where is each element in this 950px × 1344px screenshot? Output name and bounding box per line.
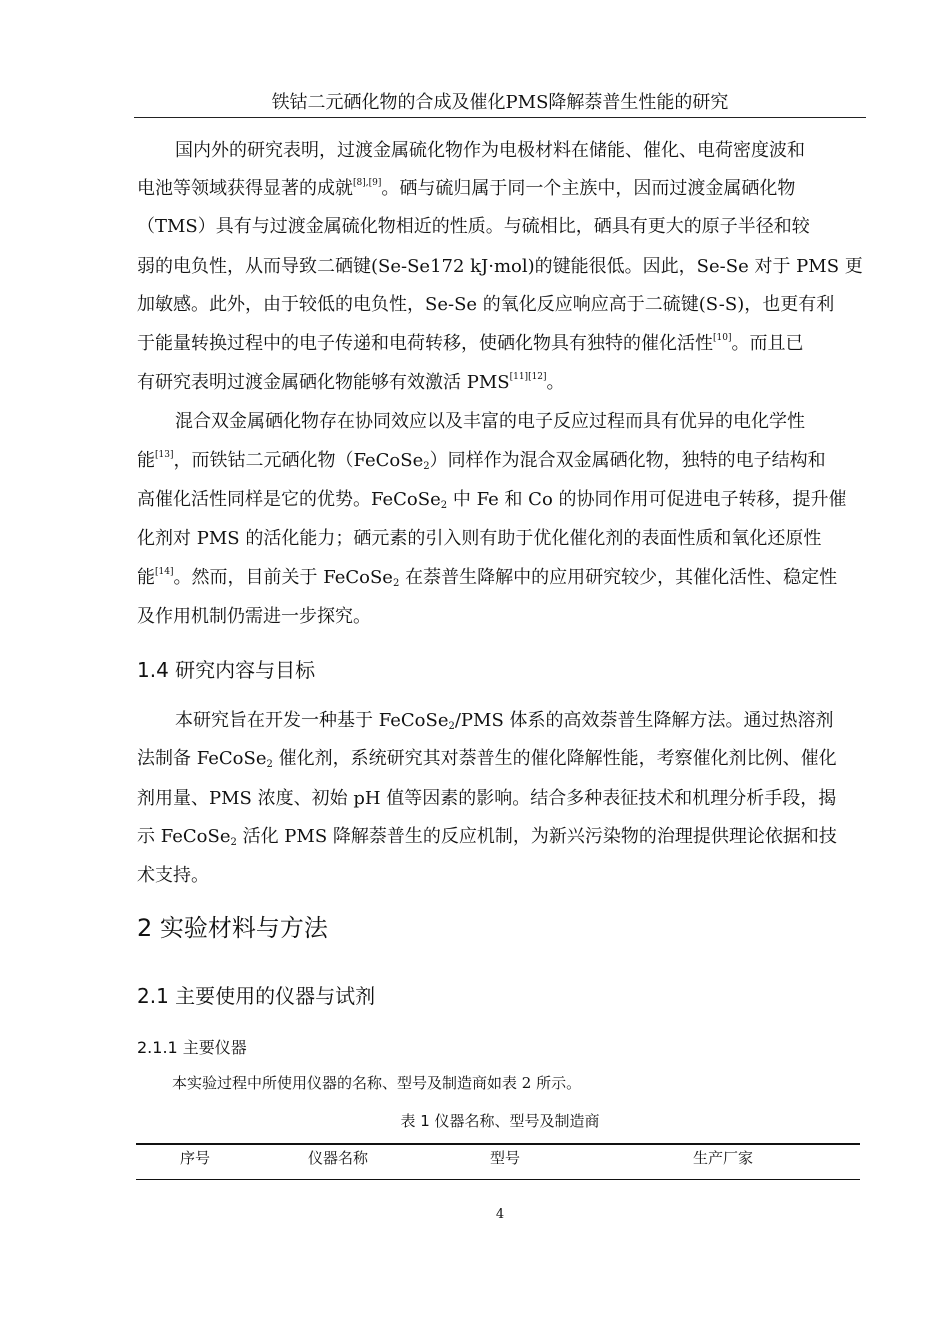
text-line: 术支持。 [137, 865, 209, 886]
text-line: 混合双金属硒化物存在协同效应以及丰富的电子反应过程而具有优异的电化学性 [175, 411, 805, 432]
citation: [10] [713, 333, 732, 343]
table-caption: 表 1 仪器名称、型号及制造商 [400, 1112, 600, 1130]
running-header: 铁钴二元硒化物的合成及催化PMS降解萘普生性能的研究 [271, 92, 729, 113]
text-line: 弱的电负性，从而导致二硒键(Se-Se172 kJ·mol)的键能很低。因此，Se-Se 对于 PMS 更 [137, 256, 863, 277]
section-heading-2-1: 2.1 主要使用的仪器与试剂 [137, 984, 376, 1008]
table-header-model: 型号 [490, 1149, 521, 1167]
intro-note: 本实验过程中所使用仪器的名称、型号及制造商如表 2 所示。 [172, 1074, 582, 1092]
header-rule [134, 117, 866, 118]
citation: [13] [155, 450, 174, 460]
text-line: 及作用机制仍需进一步探究。 [137, 606, 371, 627]
text-line: 电池等领域获得显著的成就[8],[9]。硒与硫归属于同一个主族中，因而过渡金属硒化物 [137, 178, 796, 199]
text-line: （TMS）具有与过渡金属硫化物相近的性质。与硫相比，硒具有更大的原子半径和较 [137, 216, 810, 237]
text-line: 有研究表明过渡金属硒化物能够有效激活 PMS[11][12]。 [137, 372, 565, 393]
text-line: 国内外的研究表明，过渡金属硫化物作为电极材料在储能、催化、电荷密度波和 [175, 140, 805, 161]
table-top-rule [136, 1143, 860, 1145]
page-number: 4 [495, 1207, 505, 1222]
citation: [11][12] [509, 372, 547, 382]
table-header-seq: 序号 [180, 1149, 211, 1167]
section-heading-1-4: 1.4 研究内容与目标 [137, 658, 316, 682]
text-line: 能[13]，而铁钴二元硒化物（FeCoSe$_2$）同样作为混合双金属硒化物，独特的电子结构和 [137, 450, 826, 472]
text-line: 于能量转换过程中的电子传递和电荷转移，使硒化物具有独特的催化活性[10]。而且已 [137, 333, 804, 354]
text-line: 化剂对 PMS 的活化能力；硒元素的引入则有助于优化催化剂的表面性质和氧化还原性 [137, 528, 822, 549]
text-line: 剂用量、PMS 浓度、初始 pH 值等因素的影响。结合多种表征技术和机理分析手段，揭 [137, 788, 837, 809]
text-line: 示 FeCoSe$_2$ 活化 PMS 降解萘普生的反应机制，为新兴污染物的治理提供理论依据和技 [137, 826, 837, 848]
citation: [14] [155, 567, 174, 577]
table-header-manufacturer: 生产厂家 [693, 1149, 754, 1167]
table-header-rule [136, 1179, 860, 1180]
text-line: 高催化活性同样是它的优势。FeCoSe$_2$ 中 Fe 和 Co 的协同作用可促进电子转移，提升催 [137, 489, 847, 511]
citation: [8],[9] [353, 178, 382, 188]
section-heading-2-1-1: 2.1.1 主要仪器 [137, 1038, 247, 1057]
text-line: 加敏感。此外，由于较低的电负性，Se-Se 的氧化反应响应高于二硫键(S-S)，也更有利 [137, 294, 835, 315]
text-line: 能[14]。然而，目前关于 FeCoSe$_2$ 在萘普生降解中的应用研究较少，其催化活性、稳定性 [137, 567, 838, 589]
table-header-name: 仪器名称 [308, 1149, 369, 1167]
text-line: 本研究旨在开发一种基于 FeCoSe$_2$/PMS 体系的高效萘普生降解方法。通过热溶剂 [175, 710, 834, 732]
text-line: 法制备 FeCoSe$_2$ 催化剂，系统研究其对萘普生的催化降解性能，考察催化剂比例、催化 [137, 748, 837, 770]
section-heading-2: 2 实验材料与方法 [137, 914, 328, 942]
